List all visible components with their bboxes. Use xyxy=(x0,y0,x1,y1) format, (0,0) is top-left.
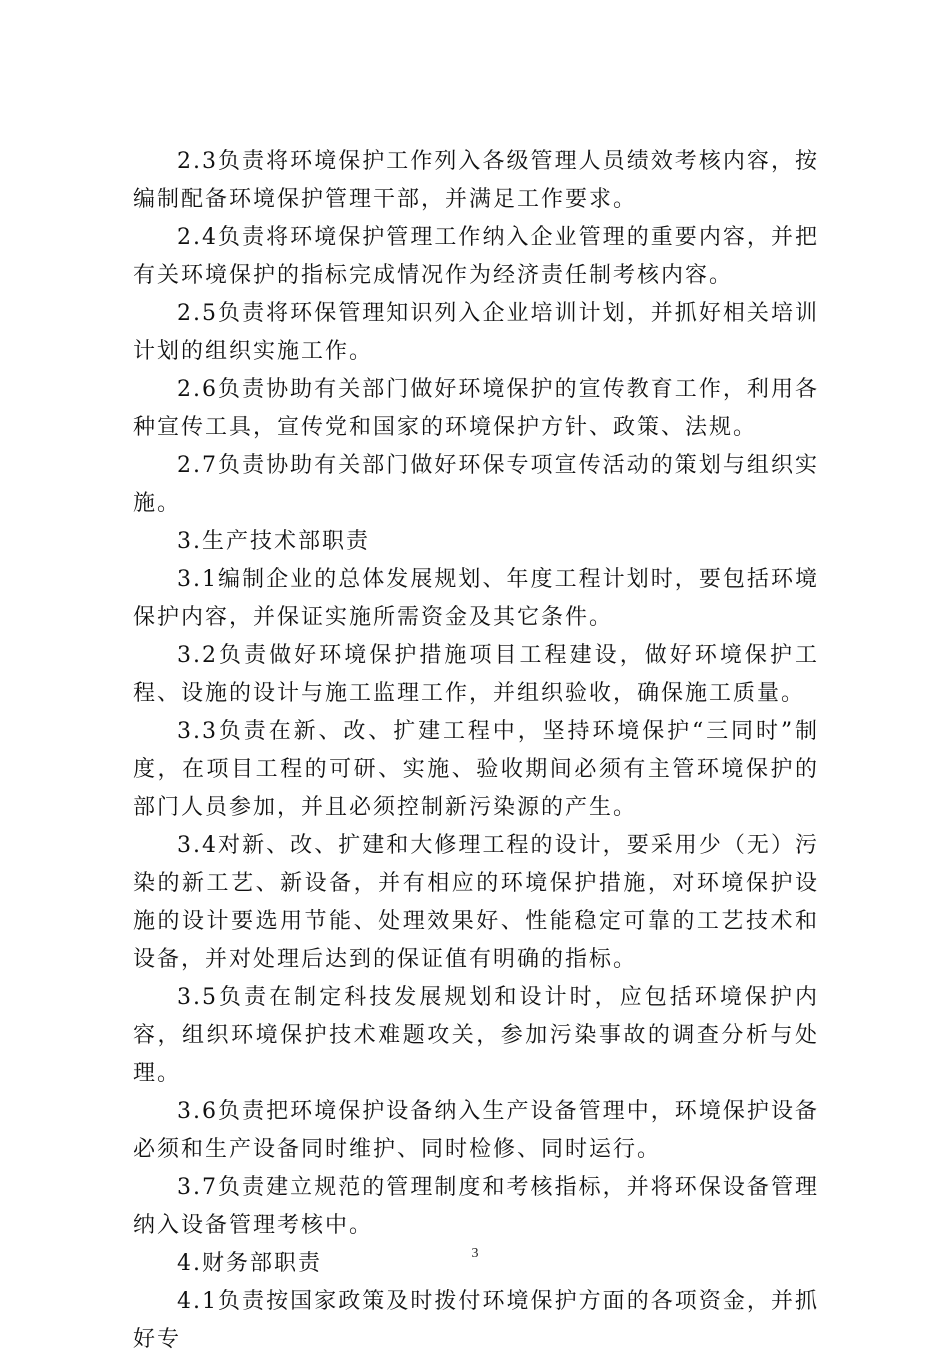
document-body xyxy=(133,143,819,1359)
paragraph-2-7: 2.7负责协助有关部门做好环保专项宣传活动的策划与组织实施。 xyxy=(133,453,819,516)
paragraph-3-6: 3.6负责把环境保护设备纳入生产设备管理中，环境保护设备必须和生产设备同时维护、同时检修、同时运行。 xyxy=(133,1099,819,1162)
section-heading-4: 4.财务部职责 xyxy=(177,1251,322,1276)
paragraph-2-6: 2.6负责协助有关部门做好环境保护的宣传教育工作，利用各种宣传工具，宣传党和国家的环境保护方针、政策、法规。 xyxy=(133,377,819,440)
paragraph-2-5: 2.5负责将环保管理知识列入企业培训计划，并抓好相关培训计划的组织实施工作。 xyxy=(133,301,819,364)
paragraph-3-3: 3.3负责在新、改、扩建工程中，坚持环境保护“三同时”制度，在项目工程的可研、实施、验收期间必须有主管环境保护的部门人员参加，并且必须控制新污染源的产生。 xyxy=(133,719,819,820)
paragraph-3-5: 3.5负责在制定科技发展规划和设计时，应包括环境保护内容，组织环境保护技术难题攻关，参加污染事故的调查分析与处理。 xyxy=(133,985,819,1086)
paragraph-3-7: 3.7负责建立规范的管理制度和考核指标，并将环保设备管理纳入设备管理考核中。 xyxy=(133,1175,819,1238)
paragraph-3-2: 3.2负责做好环境保护措施项目工程建设，做好环境保护工程、设施的设计与施工监理工作，并组织验收，确保施工质量。 xyxy=(133,643,819,706)
paragraph-3-4: 3.4对新、改、扩建和大修理工程的设计，要采用少（无）污染的新工艺、新设备，并有相应的环境保护措施，对环境保护设施的设计要选用节能、处理效果好、性能稳定可靠的工艺技术和设备，并对处理后达到的保证值有明确的指标。 xyxy=(133,833,819,972)
page-number: 3 xyxy=(471,1246,479,1261)
section-heading-3: 3.生产技术部职责 xyxy=(177,529,370,554)
paragraph-4-1: 4.1负责按国家政策及时拨付环境保护方面的各项资金，并抓好专 xyxy=(133,1289,819,1352)
paragraph-2-4: 2.4负责将环境保护管理工作纳入企业管理的重要内容，并把有关环境保护的指标完成情况作为经济责任制考核内容。 xyxy=(133,225,819,288)
paragraph-3-1: 3.1编制企业的总体发展规划、年度工程计划时，要包括环境保护内容，并保证实施所需资金及其它条件。 xyxy=(133,567,819,630)
paragraph-2-3: 2.3负责将环境保护工作列入各级管理人员绩效考核内容，按编制配备环境保护管理干部，并满足工作要求。 xyxy=(133,149,819,212)
